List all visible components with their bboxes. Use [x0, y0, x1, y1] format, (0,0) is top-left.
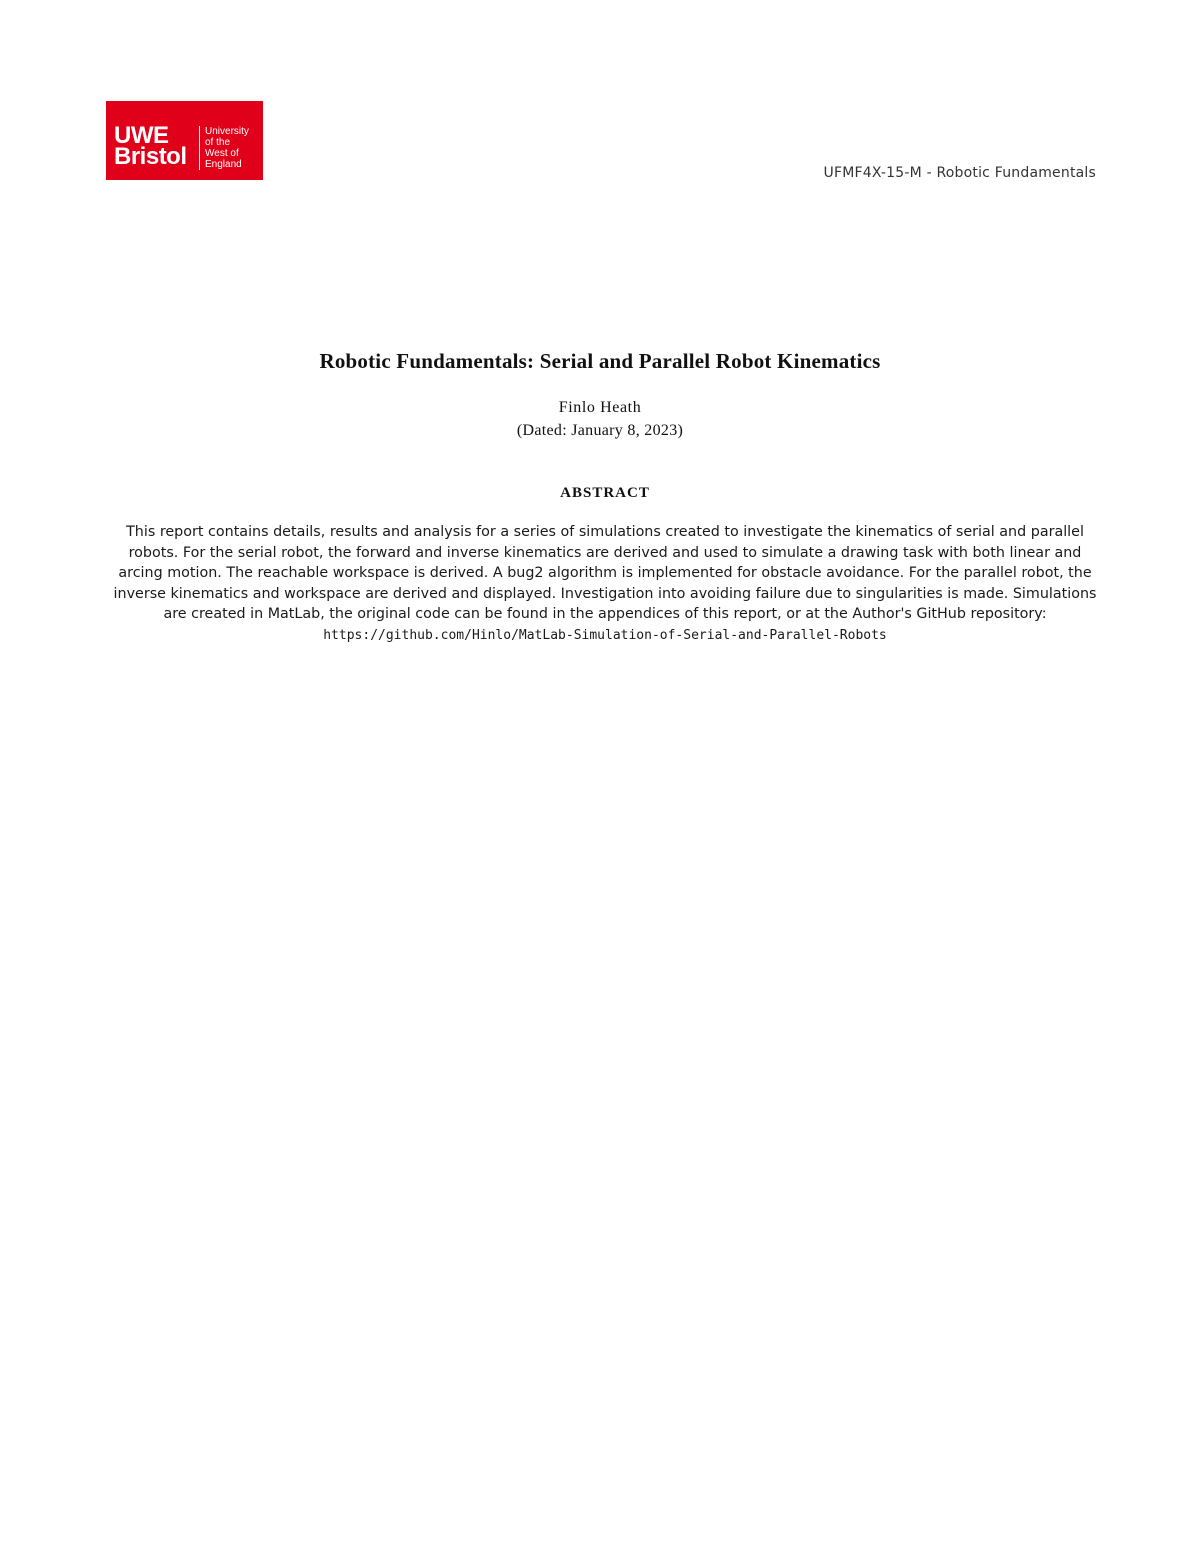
logo-sub-line4: England	[205, 159, 242, 170]
document-title: Robotic Fundamentals: Serial and Parallel Robot Kinematics	[319, 349, 881, 373]
logo-sub-line3: West of	[205, 148, 239, 159]
course-header: UFMF4X-15-M - Robotic Fundamentals	[823, 165, 1096, 181]
abstract-body	[105, 522, 1105, 647]
logo-sub-line1: University	[205, 126, 249, 137]
author-name: Finlo Heath	[558, 399, 642, 416]
logo-wordmark-line1: UWE	[114, 122, 169, 149]
github-link[interactable]: https://github.com/Hinlo/MatLab-Simulation-of-Serial-and-Parallel-Robots	[323, 627, 887, 643]
abstract-heading: ABSTRACT	[560, 485, 650, 501]
logo-divider	[199, 126, 200, 170]
logo-wordmark-line2: Bristol	[114, 143, 187, 170]
date-line: (Dated: January 8, 2023)	[516, 422, 684, 439]
logo-sub-line2: of the	[205, 137, 231, 148]
logo-university-name	[205, 126, 249, 170]
abstract-text: This report contains details, results and analysis for a series of simulations created to investigate the kinematics of serial and parallel robots. For the serial robot, the forward and inverse kinematics are derived and used to simulate a drawing task with both linear and arcing motion. The reachable workspace is derived. A bug2 algorithm is implemented for obstacle avoidance. For the parallel robot, the inverse kinematics and workspace are derived and displayed. Investigation into avoiding failure due to singularities is made. Simulations are created in MatLab, the original code can be found in the appendices of this report, or at the Author's GitHub repository:	[113, 524, 1097, 623]
uwe-bristol-logo	[106, 101, 263, 180]
logo-wordmark	[114, 122, 187, 170]
